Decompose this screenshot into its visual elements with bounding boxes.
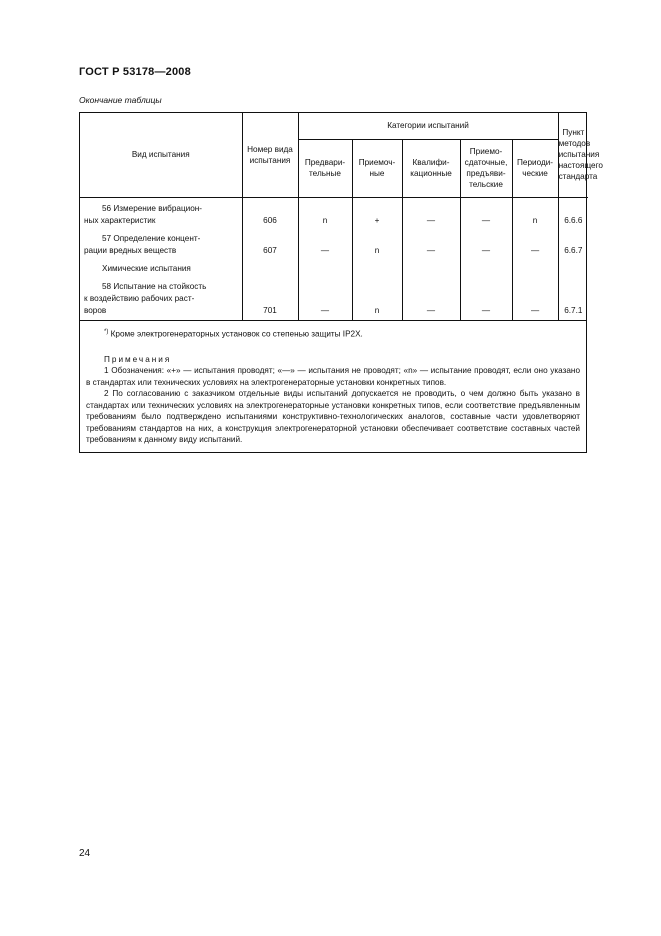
header-test-type: Вид испытания bbox=[80, 113, 242, 197]
table-caption: Окончание таблицы bbox=[79, 95, 162, 105]
footnote-mark: *) bbox=[104, 328, 109, 335]
document-header: ГОСТ Р 53178—2008 bbox=[79, 66, 191, 78]
table-row bbox=[80, 227, 588, 257]
notes-title: Примечания bbox=[104, 354, 172, 364]
header-category-delivery: Приемо-сдаточные, предъяви-тельские bbox=[460, 139, 512, 197]
row-cat-4: — bbox=[460, 227, 512, 257]
section-title: Химические испытания bbox=[102, 263, 191, 273]
row-number: 607 bbox=[242, 227, 298, 257]
row-cat-1: n bbox=[298, 197, 352, 227]
table-notes bbox=[80, 320, 586, 452]
row-cat-4: — bbox=[460, 275, 512, 320]
row-cat-3: — bbox=[402, 227, 460, 257]
row-cat-5: — bbox=[512, 227, 558, 257]
table-row bbox=[80, 275, 588, 320]
row-cat-3: — bbox=[402, 197, 460, 227]
footnote bbox=[86, 327, 580, 340]
row-cat-2: + bbox=[352, 197, 402, 227]
row-method: 6.6.6 bbox=[558, 197, 588, 227]
header-method: Пункт методов испытания настоящего стандарта bbox=[558, 113, 588, 197]
row-cat-2: n bbox=[352, 275, 402, 320]
row-name-line: к воздействию рабочих раст- bbox=[84, 293, 195, 303]
row-cat-4: — bbox=[460, 197, 512, 227]
row-cat-5: — bbox=[512, 275, 558, 320]
table-row bbox=[80, 197, 588, 227]
header-category-acceptance: Приемоч-ные bbox=[352, 139, 402, 197]
note-1: 1 Обозначения: «+» — испытания проводят; «—» — испытания не проводят; «n» — испытание проводят, если оно указано в стандартах или технических условиях на электрогенераторные установки конкретных типов. bbox=[86, 366, 580, 387]
row-name-line: 57 Определение концент- bbox=[102, 233, 201, 243]
table-section-row bbox=[80, 257, 588, 275]
row-number: 606 bbox=[242, 197, 298, 227]
row-name-line: 58 Испытание на стойкость bbox=[102, 281, 207, 291]
row-cat-1: — bbox=[298, 227, 352, 257]
header-categories: Категории испытаний bbox=[298, 113, 558, 139]
row-name-line: рации вредных веществ bbox=[84, 245, 177, 255]
row-method: 6.7.1 bbox=[558, 275, 588, 320]
header-test-number: Номер вида испытания bbox=[242, 113, 298, 197]
row-number: 701 bbox=[242, 275, 298, 320]
note-2: 2 По согласованию с заказчиком отдельные виды испытаний допускается не проводить, о чем должно быть указано в стандартах или технических условиях на электрогенераторные установки конкретных типов, если соответствие предъявленным требованиям было подтверждено испытаниями конструктивно-технологических аналогов, составные части удовлетворяют требованиям стандартов на них, а конструкция электрогенераторной установки обеспечивает соответствие составных частей требованиям к данному виду испытаний. bbox=[86, 389, 580, 445]
header-category-periodic: Периоди-ческие bbox=[512, 139, 558, 197]
row-cat-1: — bbox=[298, 275, 352, 320]
row-name-line: ных характеристик bbox=[84, 215, 156, 225]
row-cat-3: — bbox=[402, 275, 460, 320]
test-table bbox=[79, 112, 603, 453]
row-cat-5: n bbox=[512, 197, 558, 227]
header-category-qualification: Квалифи-кационные bbox=[402, 139, 460, 197]
page-number: 24 bbox=[79, 848, 91, 859]
row-name-line: 56 Измерение вибрацион- bbox=[102, 203, 203, 213]
row-name-line: воров bbox=[84, 305, 107, 315]
header-category-preliminary: Предвари-тельные bbox=[298, 139, 352, 197]
row-cat-2: n bbox=[352, 227, 402, 257]
row-method: 6.6.7 bbox=[558, 227, 588, 257]
footnote-text: Кроме электрогенераторных установок со степенью защиты IP2X. bbox=[110, 329, 363, 339]
